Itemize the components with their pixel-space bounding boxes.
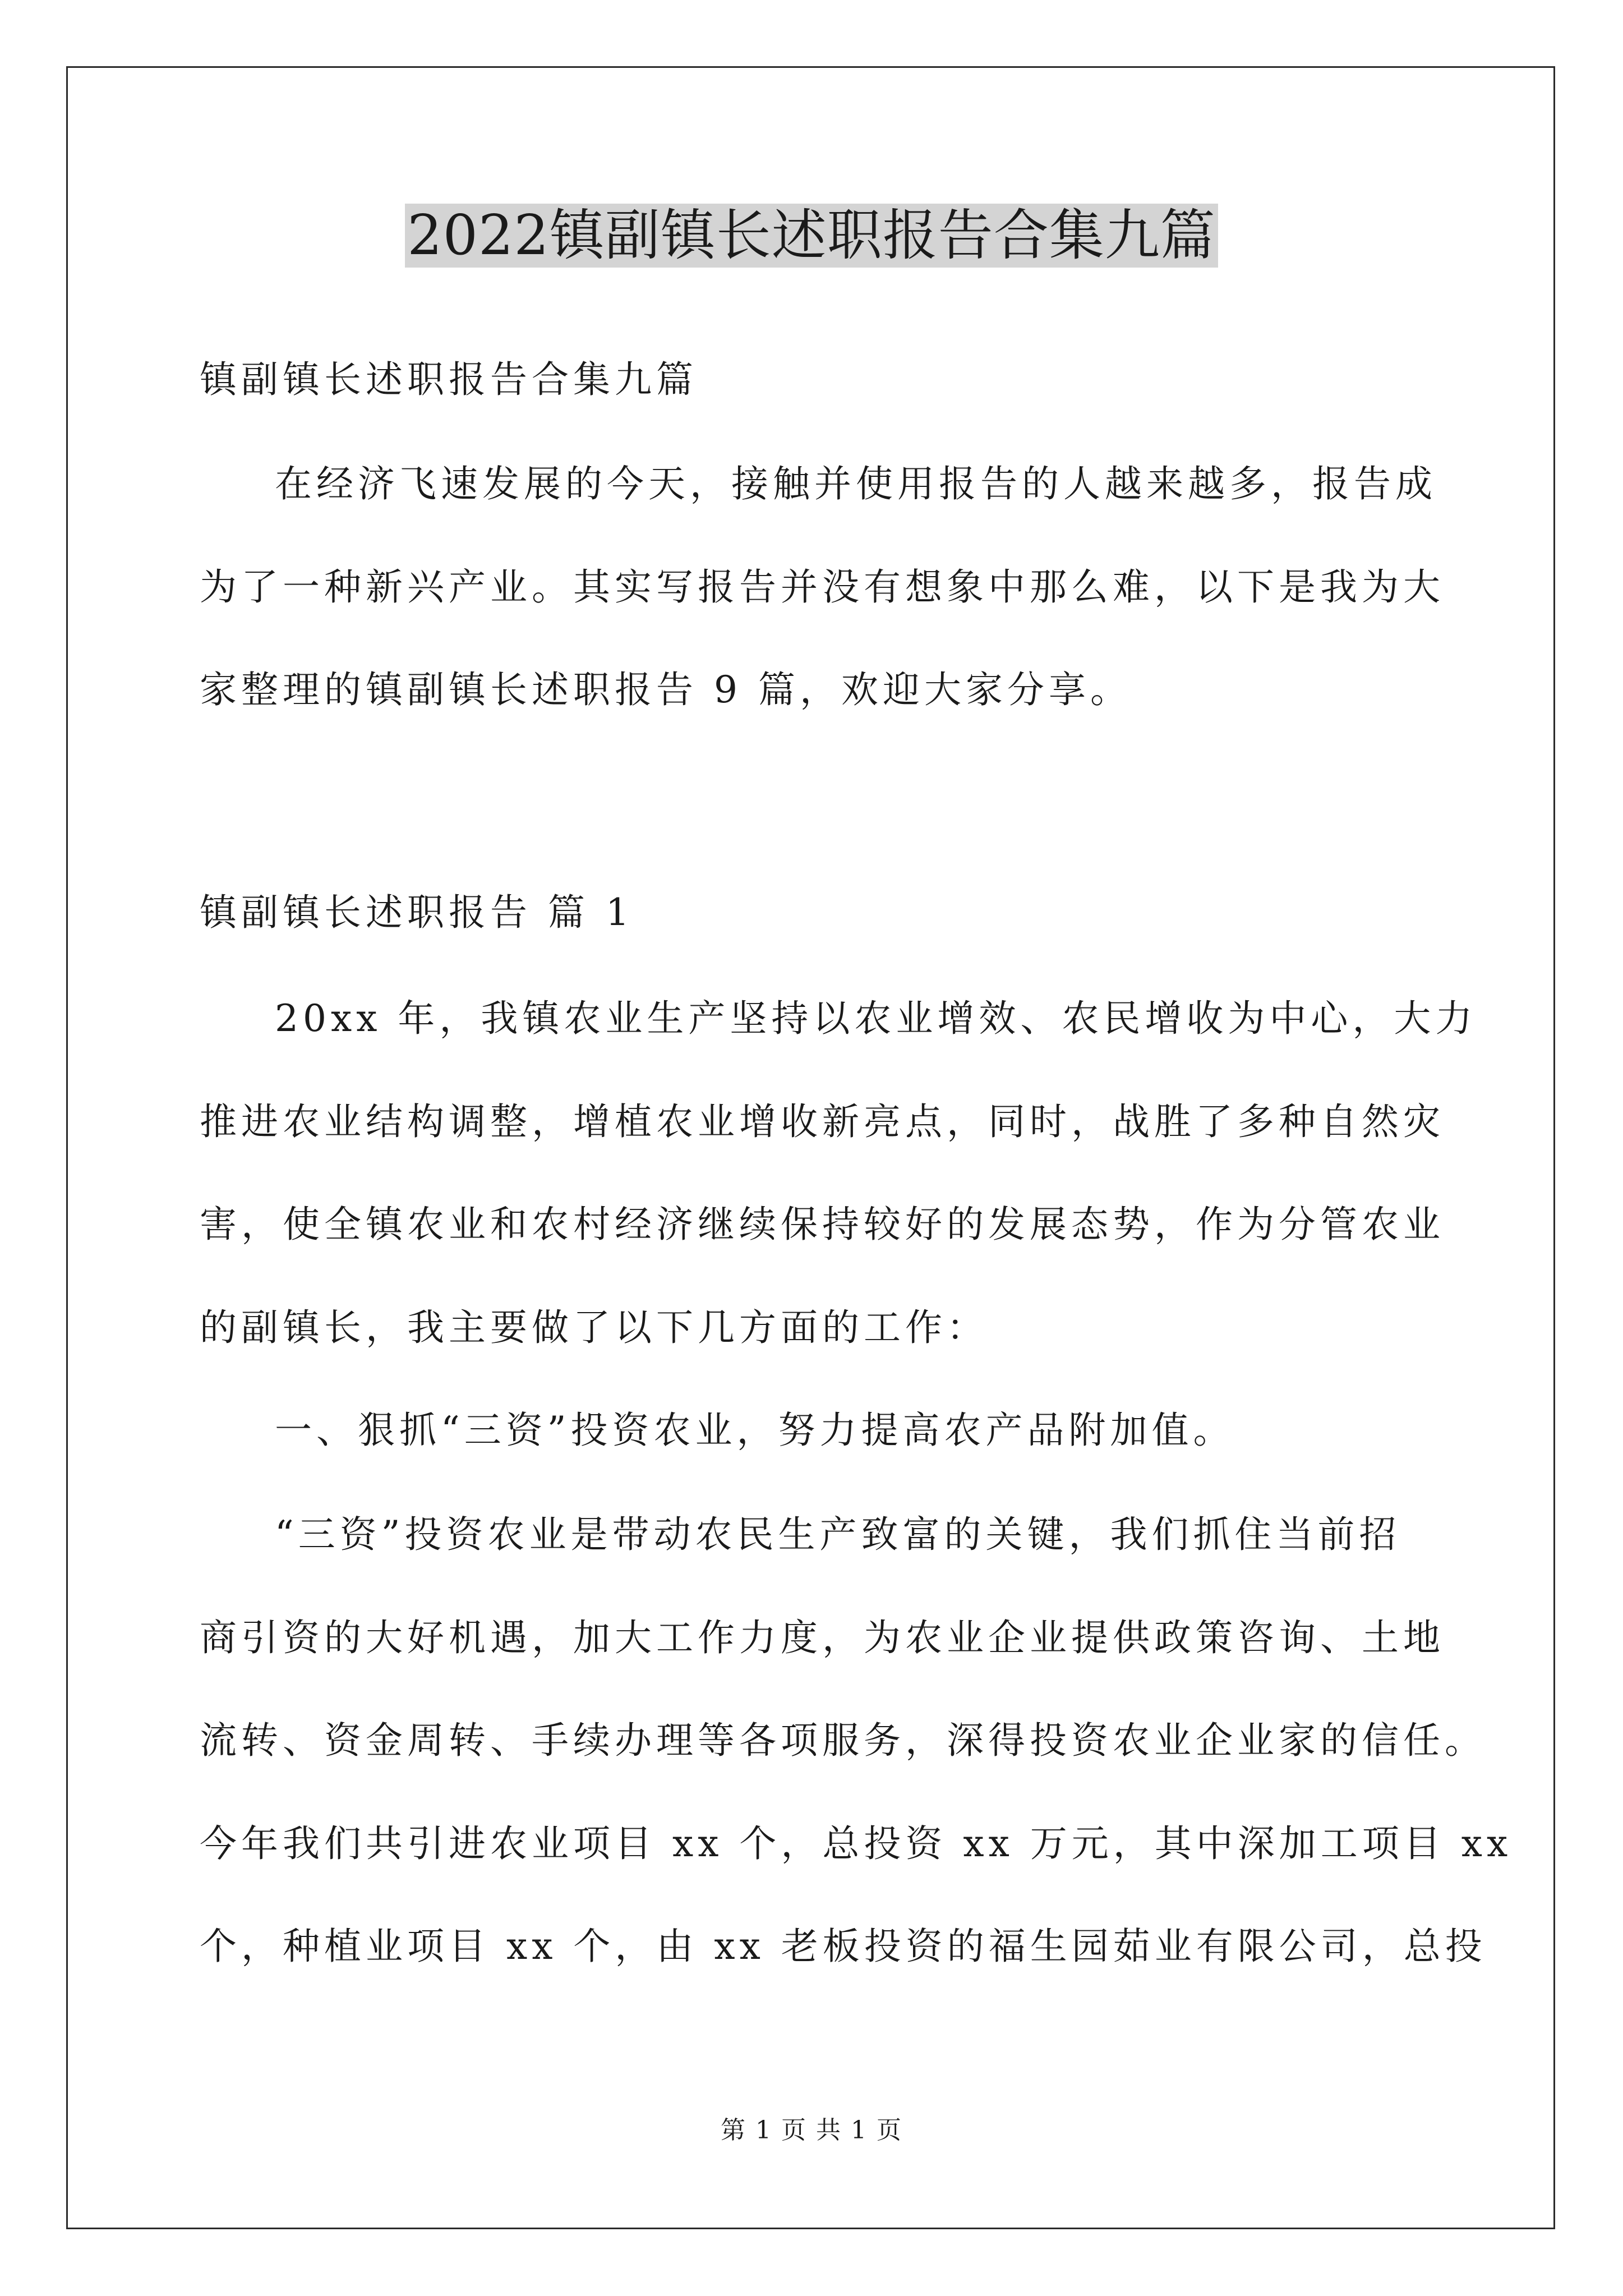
body-line: 商引资的大好机遇，加大工作力度，为农业企业提供政策咨询、土地 (200, 1616, 1445, 1659)
body-line: 推进农业结构调整，增植农业增收新亮点，同时，战胜了多种自然灾 (200, 1100, 1445, 1143)
body-line: “三资”投资农业是带动农民生产致富的关键，我们抓住当前招 (275, 1513, 1401, 1556)
body-line: 一、狠抓“三资”投资农业，努力提高农产品附加值。 (275, 1409, 1235, 1452)
intro-line: 在经济飞速发展的今天，接触并使用报告的人越来越多，报告成 (275, 462, 1437, 505)
body-line: 个，种植业项目 xx 个，由 xx 老板投资的福生园茹业有限公司，总投 (200, 1925, 1487, 1968)
document-title (0, 199, 1623, 272)
body-line: 害，使全镇农业和农村经济继续保持较好的发展态势，作为分管农业 (200, 1203, 1445, 1246)
body-line: 的副镇长，我主要做了以下几方面的工作： (200, 1306, 988, 1349)
subtitle: 镇副镇长述职报告合集九篇 (200, 358, 698, 401)
body-line: 20xx 年，我镇农业生产坚持以农业增效、农民增收为中心，大力 (275, 997, 1477, 1040)
page-number: 第 1 页 共 1 页 (721, 2116, 902, 2145)
body-line: 今年我们共引进农业项目 xx 个，总投资 xx 万元，其中深加工项目 xx (200, 1822, 1513, 1865)
intro-line: 为了一种新兴产业。其实写报告并没有想象中那么难，以下是我为大 (200, 565, 1445, 609)
section-heading: 镇副镇长述职报告 篇 1 (200, 891, 634, 934)
title-text: 2022镇副镇长述职报告合集九篇 (405, 204, 1218, 268)
body-line: 流转、资金周转、手续办理等各项服务，深得投资农业企业家的信任。 (200, 1719, 1486, 1762)
intro-line: 家整理的镇副镇长述职报告 9 篇，欢迎大家分享。 (200, 668, 1132, 711)
